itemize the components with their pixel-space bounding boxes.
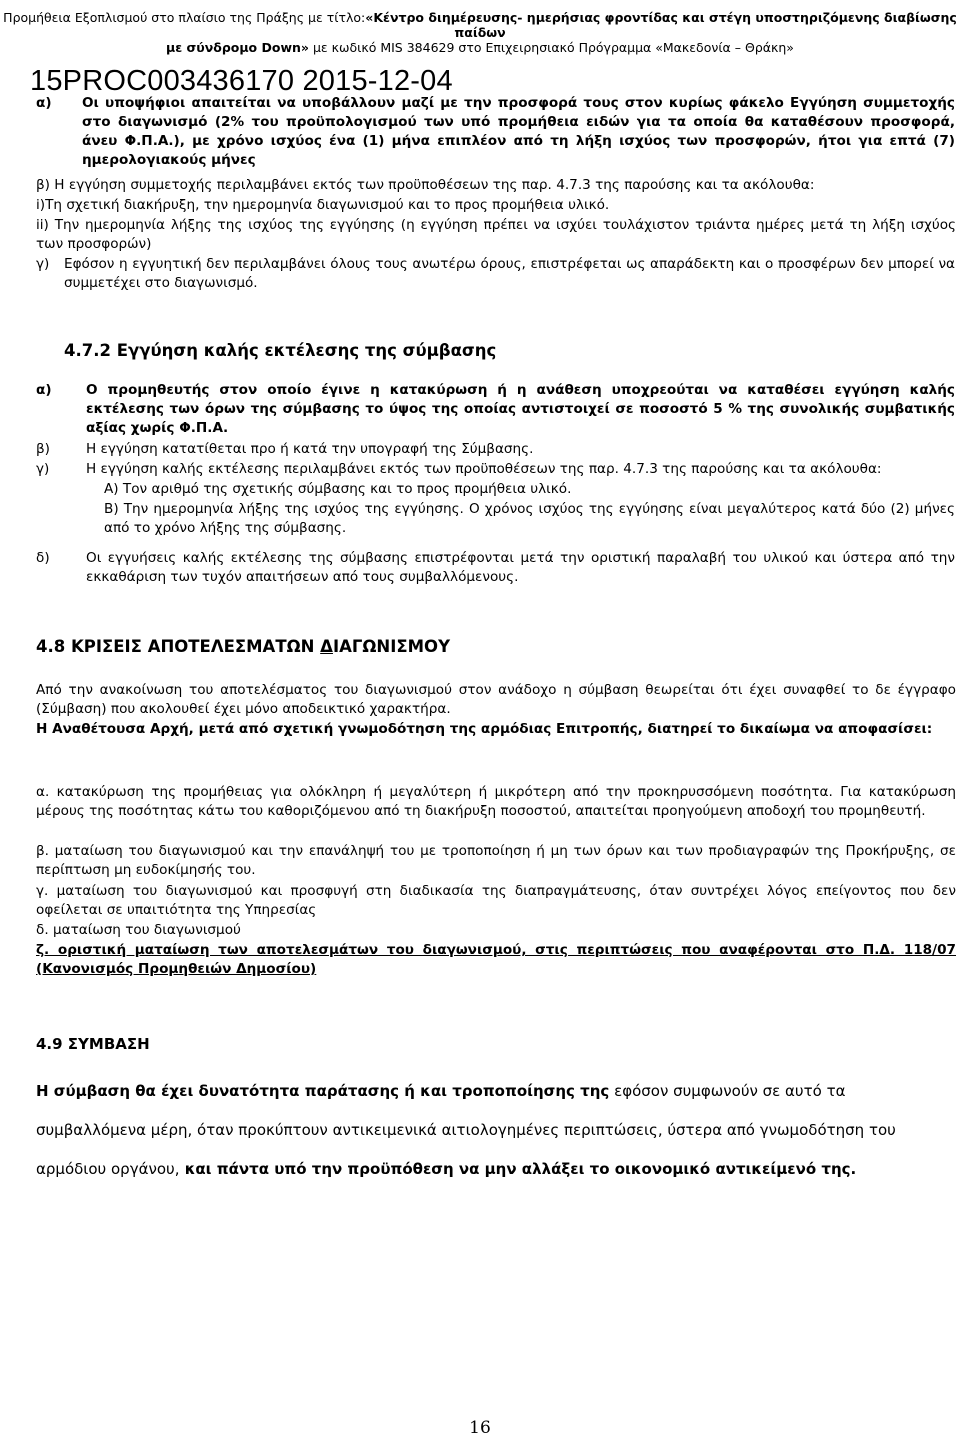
s48-intro-paragraph: Από την ανακοίνωση του αποτελέσματος του διαγωνισμού στον ανάδοχο η σύμβαση θεωρείται ότι έχει συναφθεί το δε έγγραφο (Σύμβαση) που ακολουθεί έχει μόνο αποδεικτικό χαρακτήρα. — [36, 682, 956, 717]
s472-g-b-item: Β) Την ημερομηνία λήξης της ισχύος της εγγύησης. Ο χρόνος ισχύος της εγγύησης είναι μεγαλύτερος κατά δύο (2) μήνες από το χρόνο λήξης της σύμβασης. — [104, 501, 955, 536]
s472-label-d: δ) — [36, 550, 50, 566]
section-heading-48: 4.8 ΚΡΙΣΕΙΣ ΑΠΟΤΕΛΕΣΜΑΤΩΝ ΔΙΑΓΩΝΙΣΜΟΥ — [36, 637, 451, 656]
s48-item-b: β. ματαίωση του διαγωνισμού και την επανάληψή του με τροποποίηση ή μη των όρων και των προδιαγραφών της Προκήρυξης, σε περίπτωση μη ευδοκίμησής του. — [36, 843, 956, 878]
guarantee-i-paragraph: i)Τη σχετική διακήρυξη, την ημερομηνία διαγωνισμού και το προς προμήθεια υλικό. — [36, 197, 610, 213]
s48-authority-paragraph: Η Αναθέτουσα Αρχή, μετά από σχετική γνωμοδότηση της αρμόδιας Επιτροπής, διατηρεί το δικαίωμα να αποφασίσει: — [36, 721, 933, 737]
s48-item-z: ζ. οριστική ματαίωση των αποτελεσμάτων του διαγωνισμού, στις περιπτώσεις που αναφέρονται στο Π.Δ. 118/07 (Κανονισμός Προμηθειών Δημοσίου) — [36, 942, 956, 977]
s472-b-paragraph: Η εγγύηση κατατίθεται προ ή κατά την υπογραφή της Σύμβασης. — [86, 441, 534, 457]
guarantee-g-paragraph: Εφόσον η εγγυητική δεν περιλαμβάνει όλους τους ανωτέρω όρους, επιστρέφεται ως απαράδεκτη και ο προσφέρων δεν μπορεί να συμμετέχει στο διαγωνισμό. — [64, 256, 955, 291]
s472-label-a: α) — [36, 382, 52, 398]
guarantee-b-paragraph: β) Η εγγύηση συμμετοχής περιλαμβάνει εκτός των προϋποθέσεων της παρ. 4.7.3 της παρούσης και τα ακόλουθα: — [36, 177, 815, 193]
guarantee-paragraph: Οι υποψήφιοι απαιτείται να υποβάλλουν μαζί με την προσφορά τους στον κυρίως φάκελο Εγγύηση συμμετοχής στο διαγωνισμό (2% του προϋπολογισμού των υπό προμήθεια ειδών για τα οποία θα καταθέσουν προσφορά, άνευ Φ.Π.Α.), με χρόνο ισχύος ένα (1) μήνα επιπλέον από τη λήξη ισχύος των προσφορών, ήτοι για επτά (7) ημερολογιακούς μήνες — [82, 95, 955, 168]
s49-paragraph: Η σύμβαση θα έχει δυνατότητα παράτασης ή και τροποποίησης της εφόσον συμφωνούν σε αυτό τα συμβαλλόμενα μέρη, όταν προκύπτουν αντικειμενικά αιτιολογημένες περιπτώσεις, ύστερα από γνωμοδότηση του αρμόδιου οργάνου, και πάντα υπό την προϋπόθεση να μην αλλάξει το οικονομικό αντικείμενό της. — [36, 1082, 896, 1178]
item-label-g: γ) — [36, 256, 50, 272]
s472-g-paragraph: Η εγγύηση καλής εκτέλεσης περιλαμβάνει εκτός των προϋποθέσεων της παρ. 4.7.3 της παρούσης και τα ακόλουθα: — [86, 461, 882, 477]
item-label-a: α) — [36, 95, 52, 111]
s472-d-paragraph: Οι εγγυήσεις καλής εκτέλεσης της σύμβασης επιστρέφονται μετά την οριστική παραλαβή του υλικού και ύστερα από την εκκαθάριση των τυχόν απαιτήσεων από τους συμβαλλόμενους. — [86, 550, 955, 585]
guarantee-ii-paragraph: ii) Την ημερομηνία λήξης της ισχύος της εγγύησης (η εγγύηση πρέπει να ισχύει τουλάχιστον τριάντα ημέρες μετά τη λήξη ισχύος των προσφορών) — [36, 217, 956, 252]
registry-stamp: 15PROC003436170 2015-12-04 — [30, 65, 453, 97]
s48-item-g: γ. ματαίωση του διαγωνισμού και προσφυγή στη διαδικασία της διαπραγμάτευσης, όταν συντρέχει λόγος επείγοντος που δεν οφείλεται σε υπαιτιότητα της Υπηρεσίας — [36, 883, 956, 918]
header-line-1: Προμήθεια Εξοπλισμού στο πλαίσιο της Πράξης με τίτλο:«Κέντρο διημέρευσης- ημερήσιας φροντίδας και στέγη υποστηριζόμενης διαβίωσης παίδων — [3, 10, 957, 40]
section-heading-49: 4.9 ΣΥΜΒΑΣΗ — [36, 1035, 150, 1053]
s472-label-b: β) — [36, 441, 50, 457]
section-heading-472: 4.7.2 Εγγύηση καλής εκτέλεσης της σύμβασης — [64, 341, 497, 360]
s472-g-a-item: Α) Τον αριθμό της σχετικής σύμβασης και το προς προμήθεια υλικό. — [104, 481, 572, 497]
header-line-2: με σύνδρομο Down» με κωδικό MIS 384629 στο Επιχειρησιακό Πρόγραμμα «Μακεδονία – Θράκη» — [166, 40, 794, 55]
s48-item-d: δ. ματαίωση του διαγωνισμού — [36, 922, 241, 938]
page-number: 16 — [469, 1418, 491, 1438]
s472-label-g: γ) — [36, 461, 50, 477]
s48-item-a: α. κατακύρωση της προμήθειας για ολόκληρη ή μεγαλύτερη ή μικρότερη από την προκηρυσσόμενη ποσότητα. Για κατακύρωση μέρους της ποσότητας κάτω του καθοριζόμενου από τη διακήρυξη ποσοστού, απαιτείται προηγούμενη αποδοχή του προμηθευτή. — [36, 784, 956, 819]
s472-a-paragraph: Ο προμηθευτής στον οποίο έγινε η κατακύρωση ή η ανάθεση υποχρεούται να καταθέσει εγγύηση καλής εκτέλεσης των όρων της σύμβασης το ύψος της οποίας αντιστοιχεί σε ποσοστό 5 % της συνολικής συμβατικής αξίας χωρίς Φ.Π.Α. — [86, 382, 955, 436]
document-header — [0, 10, 960, 55]
